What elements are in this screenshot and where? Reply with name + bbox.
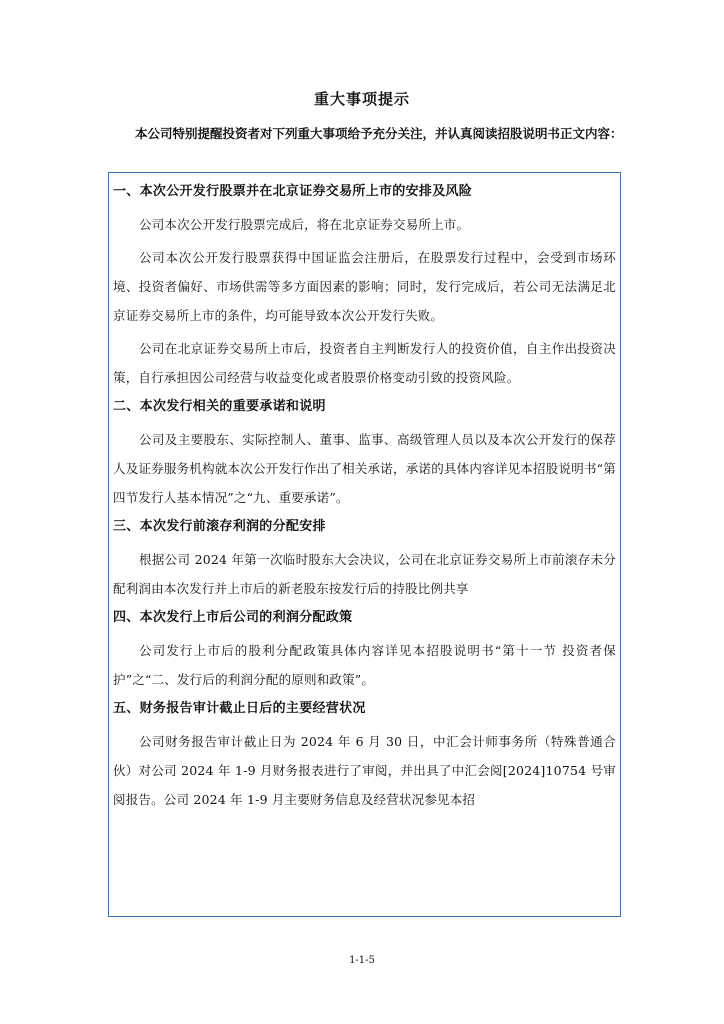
section-paragraph: 公司本次公开发行股票获得中国证监会注册后，在股票发行过程中，会受到市场环境、投资者偏好、市场供需等多方面因素的影响；同时，发行完成后，若公司无法满足北京证券交易所上市的条件，均可能导致本次公开发行失败。 <box>113 250 616 323</box>
content-box <box>108 172 621 917</box>
section-paragraph: 公司在北京证券交易所上市后，投资者自主判断发行人的投资价值，自主作出投资决策，自行承担因公司经营与收益变化或者股票价格变动引致的投资风险。 <box>113 341 616 385</box>
section-paragraph: 公司及主要股东、实际控制人、董事、监事、高级管理人员以及本次公开发行的保荐人及证券服务机构就本次公开发行作出了相关承诺，承诺的具体内容详见本招股说明书“第四节发行人基本情况”之“九、重要承诺”。 <box>113 432 616 505</box>
section-heading: 一、本次公开发行股票并在北京证券交易所上市的安排及风险 <box>113 184 473 199</box>
section-3 <box>113 518 616 603</box>
section-paragraph: 公司发行上市后的股利分配政策具体内容详见本招股说明书“第十一节 投资者保护”之“二、发行后的利润分配的原则和政策”。 <box>113 643 616 687</box>
section-heading: 四、本次发行上市后公司的利润分配政策 <box>113 610 353 625</box>
section-4 <box>113 609 616 694</box>
section-heading: 二、本次发行相关的重要承诺和说明 <box>113 399 326 414</box>
intro-paragraph: 本公司特别提醒投资者对下列重大事项给予充分关注，并认真阅读招股说明书正文内容： <box>135 126 623 141</box>
section-paragraph: 公司财务报告审计截止日为 2024 年 6 月 30 日，中汇会计师事务所（特殊普通合伙）对公司 2024 年 1-9 月财务报表进行了审阅，并出具了中汇会阅[2024]10754 号审阅报告。公司 2024 年 1-9 月主要财务信息及经营状况参见本招 <box>113 734 616 807</box>
section-paragraph: 根据公司 2024 年第一次临时股东大会决议，公司在北京证券交易所上市前滚存未分配利润由本次发行并上市后的新老股东按发行后的持股比例共享 <box>113 552 616 596</box>
section-heading: 五、财务报告审计截止日后的主要经营状况 <box>113 701 366 716</box>
page-number: 1-1-5 <box>349 955 375 966</box>
section-5 <box>113 700 616 814</box>
section-paragraph: 公司本次公开发行股票完成后，将在北京证券交易所上市。 <box>139 217 470 232</box>
section-2 <box>113 398 616 512</box>
section-1 <box>113 183 616 392</box>
section-heading: 三、本次发行前滚存利润的分配安排 <box>113 519 326 534</box>
page-title: 重大事项提示 <box>313 90 410 108</box>
